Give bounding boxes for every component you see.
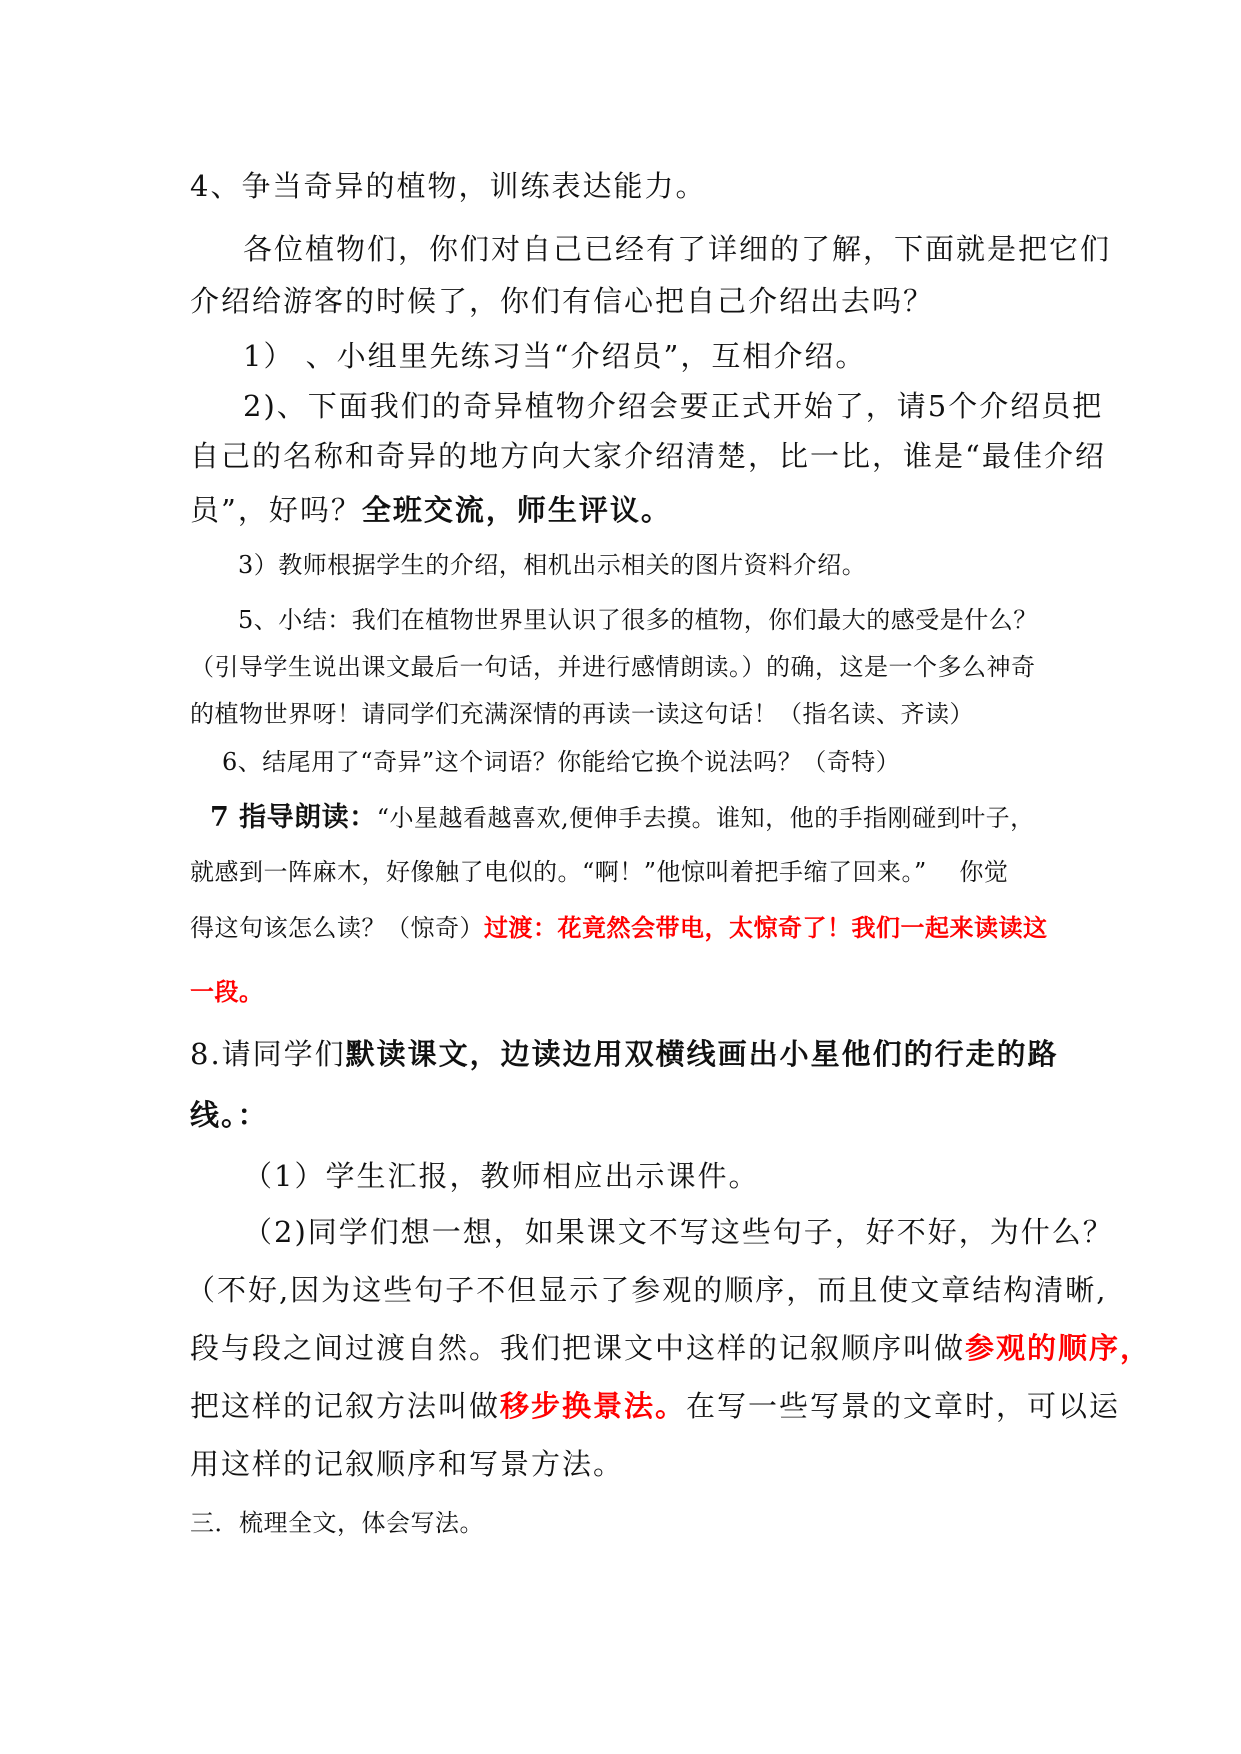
paragraph-line: （不好,因为这些句子不但显示了参观的顺序，而且使文章结构清晰, <box>186 1273 1108 1307</box>
paragraph-line: 各位植物们，你们对自己已经有了详细的了解，下面就是把它们 <box>243 232 1112 266</box>
text-segment: 在写一些写景的文章时，可以运 <box>686 1389 1121 1423</box>
red-emphasis: 过渡：花竟然会带电，太惊奇了！我们一起来读读这 <box>484 913 1048 942</box>
step4-heading: 4、争当奇异的植物，训练表达能力。 <box>190 169 707 203</box>
paragraph-line: 介绍给游客的时候了，你们有信心把自己介绍出去吗？ <box>190 284 935 318</box>
substep-2: 2)、下面我们的奇异植物介绍会要正式开始了，请5个介绍员把 <box>243 389 1104 423</box>
step6: 6、结尾用了“奇异”这个词语？你能给它换个说法吗？（奇特） <box>222 748 901 776</box>
paragraph-line: 用这样的记叙顺序和写景方法。 <box>190 1447 625 1481</box>
paragraph-line <box>190 493 672 527</box>
quote-text: “小星越看越喜欢,便伸手去摸。谁知，他的手指刚碰到叶子， <box>376 804 1035 832</box>
substep-1: （1）学生汇报，教师相应出示课件。 <box>243 1159 760 1193</box>
paragraph-line: 自己的名称和奇异的地方向大家介绍清楚，比一比，谁是“最佳介绍 <box>190 439 1106 473</box>
red-emphasis: 移步换景法。 <box>500 1389 687 1423</box>
paragraph-line <box>190 913 1048 942</box>
bold-emphasis: 默读课文，边读边用双横线画出小星他们的行走的路 <box>345 1037 1059 1071</box>
substep-3: 3）教师根据学生的介绍，相机出示相关的图片资料介绍。 <box>238 551 867 579</box>
step7-heading: 7 指导朗读： <box>210 802 377 833</box>
substep-1: 1） 、小组里先练习当“介绍员”，互相介绍。 <box>243 339 867 373</box>
step5-summary: 5、小结：我们在植物世界里认识了很多的植物，你们最大的感受是什么？ <box>238 606 1038 634</box>
paragraph-line: 的植物世界呀！请同学们充满深情的再读一读这句话！（指名读、齐读） <box>190 700 974 728</box>
bold-emphasis: 全班交流，师生评议。 <box>361 493 672 527</box>
red-emphasis: 参观的顺序， <box>965 1331 1152 1365</box>
step8-line <box>190 1037 1059 1071</box>
text-segment: 段与段之间过渡自然。我们把课文中这样的记叙顺序叫做 <box>190 1331 966 1365</box>
section-three-heading: 三．梳理全文，体会写法。 <box>190 1509 484 1537</box>
text-segment: 8.请同学们 <box>190 1037 346 1071</box>
text-segment: 得这句该怎么读？（惊奇） <box>190 914 484 942</box>
paragraph-line: （引导学生说出课文最后一句话，并进行感情朗读。）的确，这是一个多么神奇 <box>190 653 1036 681</box>
red-emphasis: 一段。 <box>190 977 264 1006</box>
paragraph-line <box>190 1389 1121 1423</box>
substep-2: （2)同学们想一想，如果课文不写这些句子，好不好，为什么？ <box>243 1215 1114 1249</box>
paragraph-line: 就感到一阵麻木，好像触了电似的。“啊！”他惊叫着把手缩了回来。” 你觉 <box>190 858 1009 886</box>
text-segment: 把这样的记叙方法叫做 <box>190 1389 501 1423</box>
bold-emphasis: 线。： <box>190 1098 269 1132</box>
paragraph-line <box>190 1331 1152 1365</box>
text-segment: 员”，好吗？ <box>190 493 362 527</box>
step7-line <box>210 804 1035 831</box>
